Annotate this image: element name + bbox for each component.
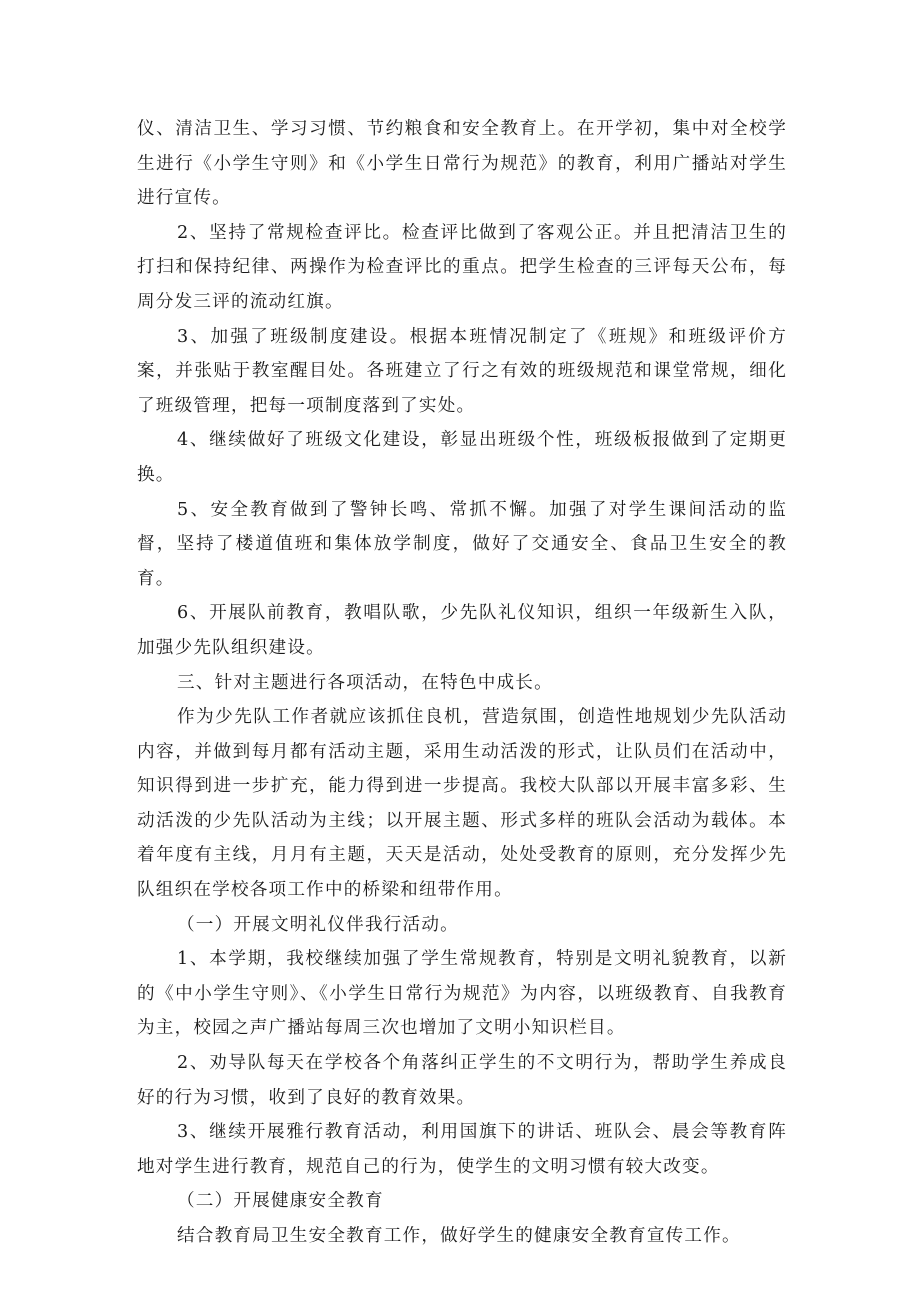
- paragraph-item-3: 3、加强了班级制度建设。根据本班情况制定了《班规》和班级评价方案，并张贴于教室醒目处。各班建立了行之有效的班级规范和课堂常规，细化了班级管理，把每一项制度落到了实处。: [137, 326, 787, 416]
- section-heading-3: 三、针对主题进行各项活动，在特色中成长。: [177, 672, 553, 693]
- paragraph-closing: 结合教育局卫生安全教育工作，做好学生的健康安全教育宣传工作。: [177, 1226, 741, 1246]
- paragraph-item-4: 4、继续做好了班级文化建设，彰显出班级个性，班级板报做到了定期更换。: [137, 430, 787, 485]
- paragraph-item-6: 6、开展队前教育，教唱队歌，少先队礼仪知识，组织一年级新生入队，加强少先队组织建设。: [137, 603, 787, 658]
- subsection-heading-1: （一）开展文明礼仪伴我行活动。: [177, 914, 459, 935]
- paragraph-sub-item-1: 1、本学期，我校继续加强了学生常规教育，特别是文明礼貌教育，以新的《中小学生守则》、《小学生日常行为规范》为内容，以班级教育、自我教育为主，校园之声广播站每周三次也增加了文明小知识栏目。: [137, 949, 787, 1039]
- paragraph-item-5: 5、安全教育做到了警钟长鸣、常抓不懈。加强了对学生课间活动的监督，坚持了楼道值班和集体放学制度，做好了交通安全、食品卫生安全的教育。: [137, 499, 787, 589]
- subsection-heading-2: （二）开展健康安全教育: [177, 1191, 384, 1212]
- paragraph-sub-item-2: 2、劝导队每天在学校各个角落纠正学生的不文明行为，帮助学生养成良好的行为习惯，收到了良好的教育效果。: [137, 1053, 787, 1108]
- paragraph-continuation: 仪、清洁卫生、学习习惯、节约粮食和安全教育上。在开学初，集中对全校学生进行《小学生守则》和《小学生日常行为规范》的教育，利用广播站对学生进行宣传。: [137, 119, 787, 209]
- paragraph-body: 作为少先队工作者就应该抓住良机，营造氛围，创造性地规划少先队活动内容，并做到每月都有活动主题，采用生动活泼的形式，让队员们在活动中，知识得到进一步扩充，能力得到进一步提高。我校大队部以开展丰富多彩、生动活泼的少先队活动为主线；以开展主题、形式多样的班队会活动为载体。本着年度有主线，月月有主题，天天是活动，处处受教育的原则，充分发挥少先队组织在学校各项工作中的桥梁和纽带作用。: [137, 707, 787, 901]
- paragraph-item-2: 2、坚持了常规检查评比。检查评比做到了客观公正。并且把清洁卫生的打扫和保持纪律、两操作为检查评比的重点。把学生检查的三评每天公布，每周分发三评的流动红旗。: [137, 222, 787, 312]
- paragraph-sub-item-3: 3、继续开展雅行教育活动，利用国旗下的讲话、班队会、晨会等教育阵地对学生进行教育，规范自己的行为，使学生的文明习惯有较大改变。: [137, 1122, 787, 1177]
